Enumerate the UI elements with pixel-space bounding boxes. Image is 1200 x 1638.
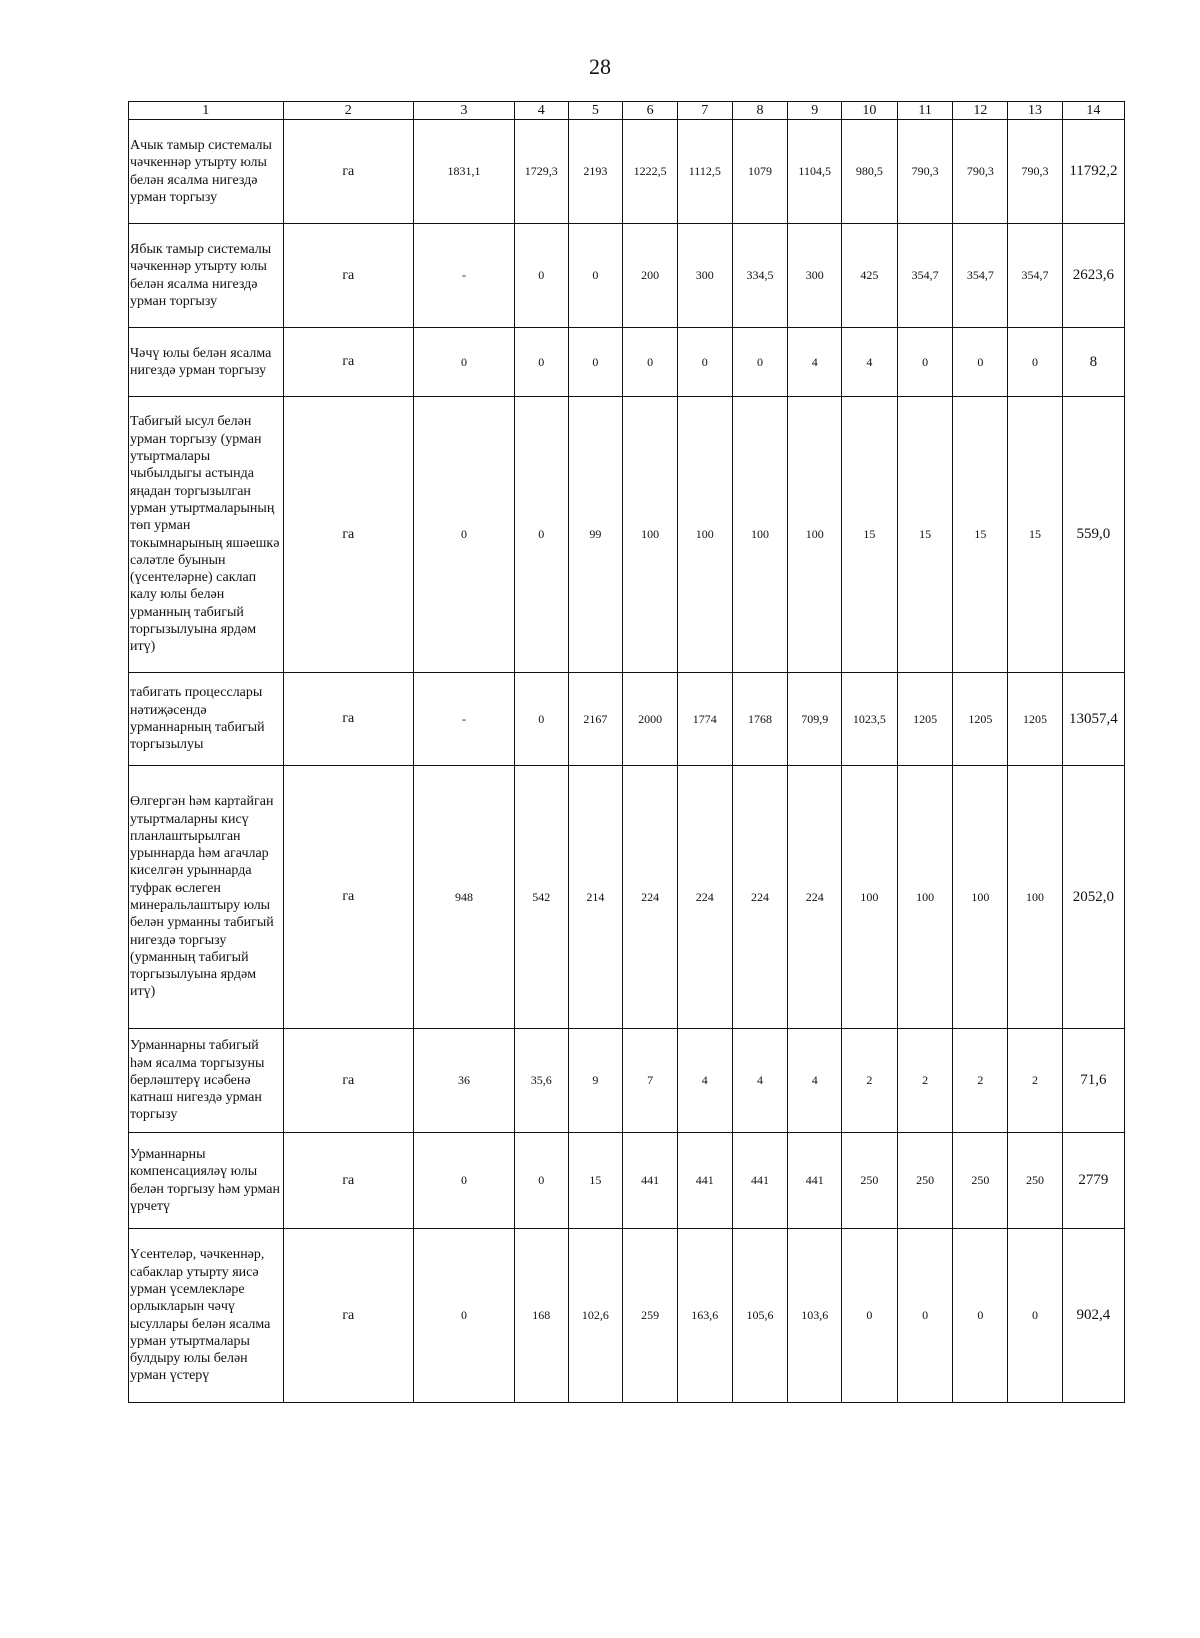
column-header: 11 bbox=[897, 102, 953, 120]
value-cell: 0 bbox=[514, 1133, 568, 1229]
value-cell: 1831,1 bbox=[414, 120, 515, 224]
total-cell: 2623,6 bbox=[1062, 224, 1124, 328]
column-header: 9 bbox=[788, 102, 842, 120]
value-cell: 790,3 bbox=[1008, 120, 1063, 224]
value-cell: 4 bbox=[842, 328, 898, 397]
value-cell: 224 bbox=[732, 766, 788, 1029]
value-cell: 0 bbox=[897, 328, 953, 397]
value-cell: 250 bbox=[1008, 1133, 1063, 1229]
value-cell: 0 bbox=[953, 1229, 1008, 1403]
unit-cell: га bbox=[283, 1029, 413, 1133]
value-cell: 1112,5 bbox=[677, 120, 732, 224]
value-cell: 2 bbox=[842, 1029, 898, 1133]
value-cell: 0 bbox=[1008, 328, 1063, 397]
unit-cell: га bbox=[283, 120, 413, 224]
column-header: 5 bbox=[568, 102, 623, 120]
value-cell: 100 bbox=[1008, 766, 1063, 1029]
value-cell: 354,7 bbox=[897, 224, 953, 328]
value-cell: 100 bbox=[842, 766, 898, 1029]
value-cell: 0 bbox=[514, 397, 568, 673]
table-body bbox=[129, 120, 1125, 1403]
unit-cell: га bbox=[283, 1229, 413, 1403]
value-cell: 2 bbox=[953, 1029, 1008, 1133]
row-label: табигать процесслары нәтиҗәсендә урманнарның табигый торгызылуы bbox=[129, 673, 284, 766]
table-row bbox=[129, 1133, 1125, 1229]
value-cell: 100 bbox=[897, 766, 953, 1029]
total-cell: 13057,4 bbox=[1062, 673, 1124, 766]
value-cell: 100 bbox=[677, 397, 732, 673]
header-row bbox=[129, 102, 1125, 120]
table-row bbox=[129, 120, 1125, 224]
value-cell: 4 bbox=[677, 1029, 732, 1133]
value-cell: 1774 bbox=[677, 673, 732, 766]
unit-cell: га bbox=[283, 673, 413, 766]
column-header: 8 bbox=[732, 102, 788, 120]
value-cell: 4 bbox=[732, 1029, 788, 1133]
value-cell: 7 bbox=[623, 1029, 678, 1133]
value-cell: 1079 bbox=[732, 120, 788, 224]
value-cell: 99 bbox=[568, 397, 623, 673]
column-header: 2 bbox=[283, 102, 413, 120]
row-label: Урманнарны табигый һәм ясалма торгызуны берләштерү исәбенә катнаш нигездә урман торгызу bbox=[129, 1029, 284, 1133]
value-cell: 163,6 bbox=[677, 1229, 732, 1403]
value-cell: 2167 bbox=[568, 673, 623, 766]
value-cell: 168 bbox=[514, 1229, 568, 1403]
value-cell: 1222,5 bbox=[623, 120, 678, 224]
value-cell: 542 bbox=[514, 766, 568, 1029]
value-cell: 224 bbox=[677, 766, 732, 1029]
column-header: 12 bbox=[953, 102, 1008, 120]
value-cell: 0 bbox=[953, 328, 1008, 397]
value-cell: 15 bbox=[1008, 397, 1063, 673]
value-cell: 15 bbox=[568, 1133, 623, 1229]
value-cell: 0 bbox=[842, 1229, 898, 1403]
row-label: Ябык тамыр системалы чәчкеннәр утырту юлы белән ясалма нигездә урман торгызу bbox=[129, 224, 284, 328]
value-cell: 0 bbox=[414, 328, 515, 397]
row-label: Табигый ысул белән урман торгызу (урман утыртмалары чыбылдыгы астында яңадан торгызылган урман утыртмаларының төп урман токымнарының яшәешкә сәләтле буынын (үсентеләрне) саклап калу юлы белән урманның табигый торгызылуына ярдәм итү) bbox=[129, 397, 284, 673]
value-cell: 15 bbox=[897, 397, 953, 673]
value-cell: 15 bbox=[842, 397, 898, 673]
value-cell: 105,6 bbox=[732, 1229, 788, 1403]
column-header: 13 bbox=[1008, 102, 1063, 120]
value-cell: 0 bbox=[677, 328, 732, 397]
column-header: 1 bbox=[129, 102, 284, 120]
total-cell: 2779 bbox=[1062, 1133, 1124, 1229]
value-cell: 250 bbox=[842, 1133, 898, 1229]
value-cell: 441 bbox=[732, 1133, 788, 1229]
value-cell: 250 bbox=[953, 1133, 1008, 1229]
value-cell: 103,6 bbox=[788, 1229, 842, 1403]
row-label: Чәчү юлы белән ясалма нигездә урман торгызу bbox=[129, 328, 284, 397]
table-row bbox=[129, 673, 1125, 766]
table-row bbox=[129, 1029, 1125, 1133]
value-cell: 100 bbox=[623, 397, 678, 673]
table-row bbox=[129, 328, 1125, 397]
unit-cell: га bbox=[283, 397, 413, 673]
value-cell: 0 bbox=[623, 328, 678, 397]
value-cell: 0 bbox=[414, 1133, 515, 1229]
total-cell: 902,4 bbox=[1062, 1229, 1124, 1403]
value-cell: 1205 bbox=[1008, 673, 1063, 766]
value-cell: 2 bbox=[897, 1029, 953, 1133]
total-cell: 559,0 bbox=[1062, 397, 1124, 673]
value-cell: 980,5 bbox=[842, 120, 898, 224]
value-cell: 4 bbox=[788, 1029, 842, 1133]
value-cell: 224 bbox=[623, 766, 678, 1029]
value-cell: 1729,3 bbox=[514, 120, 568, 224]
value-cell: 1768 bbox=[732, 673, 788, 766]
value-cell: 224 bbox=[788, 766, 842, 1029]
value-cell: 354,7 bbox=[953, 224, 1008, 328]
value-cell: 15 bbox=[953, 397, 1008, 673]
column-header: 10 bbox=[842, 102, 898, 120]
column-header: 4 bbox=[514, 102, 568, 120]
table-row bbox=[129, 224, 1125, 328]
value-cell: 300 bbox=[788, 224, 842, 328]
value-cell: 441 bbox=[788, 1133, 842, 1229]
unit-cell: га bbox=[283, 328, 413, 397]
value-cell: 0 bbox=[414, 1229, 515, 1403]
unit-cell: га bbox=[283, 766, 413, 1029]
column-header: 7 bbox=[677, 102, 732, 120]
value-cell: 0 bbox=[514, 673, 568, 766]
value-cell: 790,3 bbox=[953, 120, 1008, 224]
value-cell: 250 bbox=[897, 1133, 953, 1229]
value-cell: 0 bbox=[414, 397, 515, 673]
column-header: 3 bbox=[414, 102, 515, 120]
value-cell: 200 bbox=[623, 224, 678, 328]
value-cell: 102,6 bbox=[568, 1229, 623, 1403]
value-cell: 441 bbox=[677, 1133, 732, 1229]
value-cell: 354,7 bbox=[1008, 224, 1063, 328]
value-cell: 2 bbox=[1008, 1029, 1063, 1133]
table-row bbox=[129, 397, 1125, 673]
total-cell: 71,6 bbox=[1062, 1029, 1124, 1133]
row-label: Үсентеләр, чәчкеннәр, сабаклар утырту яисә урман үсемлекләре орлыкларын чәчү ысуллары белән ясалма урман утыртмалары булдыру юлы белән урман үстерү bbox=[129, 1229, 284, 1403]
value-cell: 948 bbox=[414, 766, 515, 1029]
unit-cell: га bbox=[283, 1133, 413, 1229]
value-cell: 0 bbox=[897, 1229, 953, 1403]
table-row bbox=[129, 766, 1125, 1029]
value-cell: 100 bbox=[953, 766, 1008, 1029]
value-cell: 0 bbox=[732, 328, 788, 397]
value-cell: 4 bbox=[788, 328, 842, 397]
value-cell: 35,6 bbox=[514, 1029, 568, 1133]
total-cell: 8 bbox=[1062, 328, 1124, 397]
value-cell: 1104,5 bbox=[788, 120, 842, 224]
column-header: 14 bbox=[1062, 102, 1124, 120]
value-cell: - bbox=[414, 673, 515, 766]
value-cell: 0 bbox=[568, 328, 623, 397]
value-cell: 259 bbox=[623, 1229, 678, 1403]
row-label: Ачык тамыр системалы чәчкеннәр утырту юлы белән ясалма нигездә урман торгызу bbox=[129, 120, 284, 224]
value-cell: 36 bbox=[414, 1029, 515, 1133]
total-cell: 11792,2 bbox=[1062, 120, 1124, 224]
value-cell: 214 bbox=[568, 766, 623, 1029]
row-label: Урманнарны компенсацияләү юлы белән торгызу һәм урман үрчетү bbox=[129, 1133, 284, 1229]
value-cell: 1205 bbox=[953, 673, 1008, 766]
value-cell: - bbox=[414, 224, 515, 328]
total-cell: 2052,0 bbox=[1062, 766, 1124, 1029]
value-cell: 0 bbox=[568, 224, 623, 328]
row-label: Өлгергән һәм картайган утыртмаларны кисү планлаштырылган урыннарда һәм агачлар киселгән урыннарда туфрак өслеген минеральлаштыру юлы белән урманны табигый нигездә торгызу (урманның табигый торгызылуына ярдәм итү) bbox=[129, 766, 284, 1029]
value-cell: 425 bbox=[842, 224, 898, 328]
value-cell: 300 bbox=[677, 224, 732, 328]
value-cell: 1205 bbox=[897, 673, 953, 766]
value-cell: 709,9 bbox=[788, 673, 842, 766]
value-cell: 9 bbox=[568, 1029, 623, 1133]
column-header: 6 bbox=[623, 102, 678, 120]
value-cell: 334,5 bbox=[732, 224, 788, 328]
value-cell: 790,3 bbox=[897, 120, 953, 224]
value-cell: 0 bbox=[1008, 1229, 1063, 1403]
data-table bbox=[128, 101, 1125, 1403]
table-row bbox=[129, 1229, 1125, 1403]
value-cell: 0 bbox=[514, 224, 568, 328]
value-cell: 100 bbox=[732, 397, 788, 673]
value-cell: 0 bbox=[514, 328, 568, 397]
unit-cell: га bbox=[283, 224, 413, 328]
value-cell: 441 bbox=[623, 1133, 678, 1229]
value-cell: 100 bbox=[788, 397, 842, 673]
value-cell: 2000 bbox=[623, 673, 678, 766]
value-cell: 1023,5 bbox=[842, 673, 898, 766]
page-number: 28 bbox=[589, 54, 611, 79]
value-cell: 2193 bbox=[568, 120, 623, 224]
